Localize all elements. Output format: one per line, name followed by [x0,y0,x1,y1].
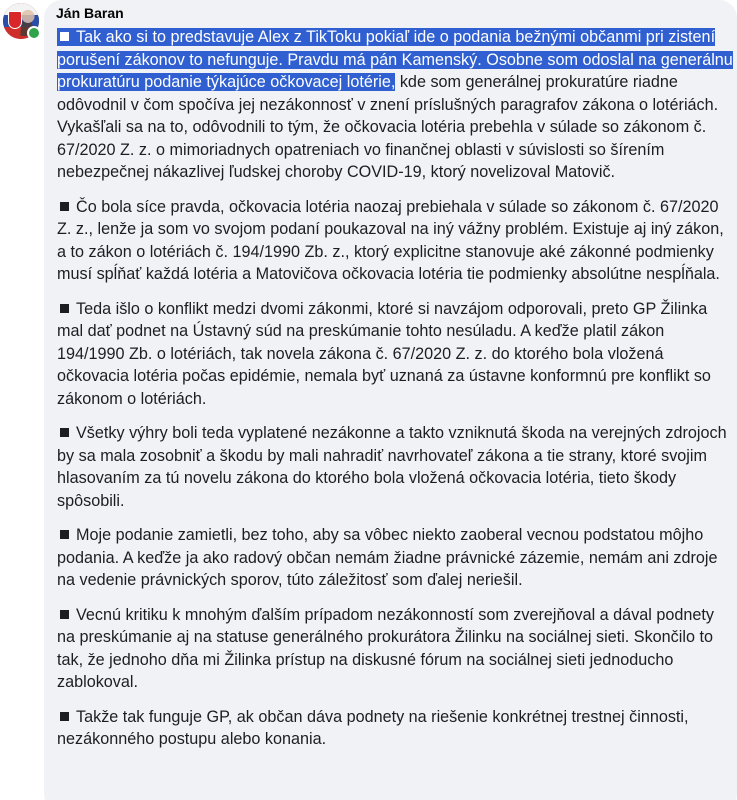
bullet-icon [60,712,69,721]
paragraph-text: Moje podanie zamietli, bez toho, aby sa vôbec niekto zaoberal vecnou podstatou môjho podania. A keďže ja ako radový občan nemám žiadne právnické zázemie, nemám ani zdroje na vedenie právnických sporov, túto záležitosť som ďalej neriešil. [57,526,718,589]
bullet-icon [60,610,69,619]
comment-paragraph-1 [57,26,733,184]
paragraph-text: Takže tak funguje GP, ak občan dáva podnety na riešenie konkrétnej trestnej činnosti, nezákonného postupu alebo konania. [57,707,689,748]
comment-author-name[interactable]: Ján Baran [56,5,124,21]
bullet-icon [60,32,69,41]
comment-paragraph-5 [57,524,733,592]
paragraph-text: Čo bola síce pravda, očkovacia lotéria naozaj prebiehala v súlade so zákonom č. 67/2020 Z. z., lenže ja som vo svojom podaní poukazoval na iný vážny problém. Existuje aj iný zákon, a to zákon o lotériách č. 194/1990 Zb. z., ktorý explicitne stanovuje aké zákonné podmienky musí spĺňať každá lotéria a Matovičova očkovacia lotéria tie podmienky absolútne nespĺňala. [57,197,724,283]
paragraph-text: Vecnú kritiku k mnohým ďalším prípadom nezákonností som zverejňoval a dával podnety na preskúmanie aj na statuse generálného prokurátora Žilinku na sociálnej sieti. Skončilo to tak, že jednoho dňa mi Žilinka prístup na diskusné fórum na sociálnej sieti jednoducho zablokoval. [57,605,714,691]
comment-body [57,26,733,763]
paragraph-text: kde som generálnej prokuratúre riadne odôvodnil v čom spočíva jej nezákonnosť v znení príslušných paragrafov zákona o lotériách. Vykašľali sa na to, odôvodnili to tým, že očkovacia lotéria prebehla v súlade so zákonom č. 67/2020 Z. z. o mimoriadnych opatreniach vo finančnej oblasti v súvislosti so šírením nebezpečnej nákazlivej ľudskej choroby COVID-19, ktorý novelizoval Matovič. [57,73,719,181]
comment-paragraph-4 [57,422,733,512]
paragraph-text: Teda išlo o konflikt medzi dvomi zákonmi, ktoré si navzájom odporovali, preto GP Žilinka mal dať podnet na Ústavný súd na preskúmanie tohto nesúladu. A keďže platil zákon 194/1990 Zb. o lotériách, tak novela zákona č. 67/2020 Z. z. do ktorého bola vložená očkovacia lotéria počas epidémie, nemala byť uznaná za ústavne konformnú pre konflikt so zákonom o lotériách. [57,299,711,408]
comment-paragraph-2 [57,196,733,286]
online-status-dot [27,26,41,40]
bullet-icon [60,304,69,313]
comment-paragraph-3 [57,298,733,411]
paragraph-text: Všetky výhry boli teda vyplatené nezákonne a takto vzniknutá škoda na verejných zdrojoch by sa mala zosobniť a škodu by mali nahradiť navrhovateľ zákona a tie strany, ktoré svojim hlasovaním za tú novelu zákona do ktorého bola vložená očkovacia lotéria, tieto škody spôsobili. [57,424,727,510]
bullet-icon [60,202,69,211]
bullet-icon [60,530,69,539]
comment-paragraph-7 [57,706,733,751]
comment-paragraph-6 [57,604,733,694]
bullet-icon [60,428,69,437]
highlighted-text: Tak ako si to predstavuje Alex z TikToku pokiaľ ide o podania bežnými občanmi pri zistení porušení zákonov to nefunguje. Pravdu má pán Kamenský. Osobne som odoslal na generálnu prokuratúru podanie týkajúce očkovacej lotérie, [57,28,733,91]
